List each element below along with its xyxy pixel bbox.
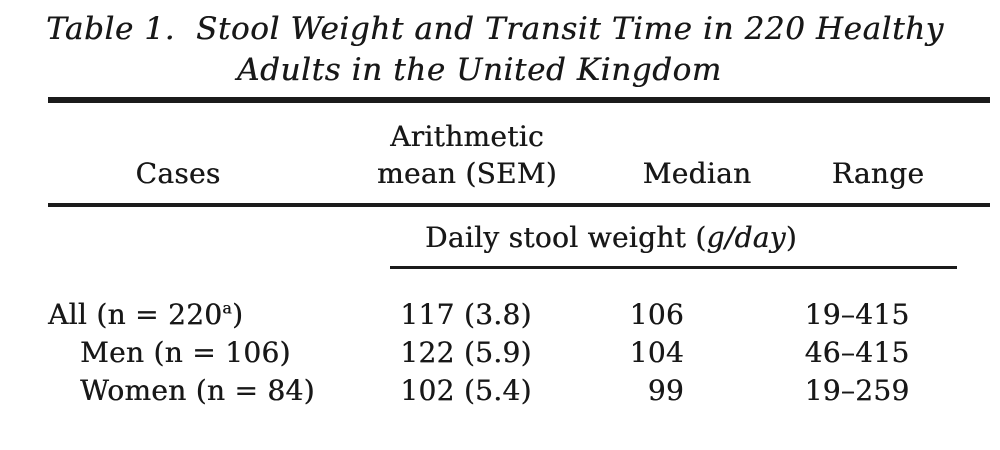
subheader-rule — [390, 266, 957, 269]
footnote-marker: a — [222, 298, 232, 318]
range-cell: 19–415 — [804, 298, 910, 331]
cases-cell — [80, 336, 291, 369]
top-rule — [48, 97, 990, 103]
cases-label: Women (n = 84) — [80, 374, 315, 407]
subheader-unit: g/day — [706, 221, 786, 254]
table-row — [0, 336, 1000, 374]
cases-cell — [80, 374, 315, 407]
subheader-close-paren: ) — [785, 221, 798, 254]
spanning-subheader — [391, 221, 831, 254]
table-caption-line2: Adults in the United Kingdom — [237, 52, 722, 88]
header-rule — [48, 203, 990, 207]
table-row — [0, 374, 1000, 412]
cases-cell — [48, 298, 243, 331]
mean-sem-cell: 102 (5.4) — [400, 374, 532, 407]
median-cell: 104 — [629, 336, 684, 369]
column-header-cases: Cases — [135, 157, 221, 190]
mean-sem-cell: 117 (3.8) — [400, 298, 532, 331]
cases-label-close: ) — [231, 298, 244, 331]
column-header-median: Median — [642, 157, 752, 190]
range-cell: 19–259 — [804, 374, 910, 407]
cases-label: Men (n = 106) — [80, 336, 291, 369]
median-cell: 106 — [629, 298, 684, 331]
table-caption-line1: Table 1. Stool Weight and Transit Time in 220 Healthy — [46, 11, 944, 47]
column-header-range: Range — [831, 157, 925, 190]
column-header-mean-line2: mean (SEM) — [377, 157, 557, 190]
subheader-text: Daily stool weight ( — [424, 221, 707, 254]
table-row — [0, 298, 1000, 336]
cases-label: All (n = 220 — [48, 298, 223, 331]
range-cell: 46–415 — [804, 336, 910, 369]
mean-sem-cell: 122 (5.9) — [400, 336, 532, 369]
column-header-mean-line1: Arithmetic — [390, 120, 544, 153]
median-cell: 99 — [647, 374, 684, 407]
